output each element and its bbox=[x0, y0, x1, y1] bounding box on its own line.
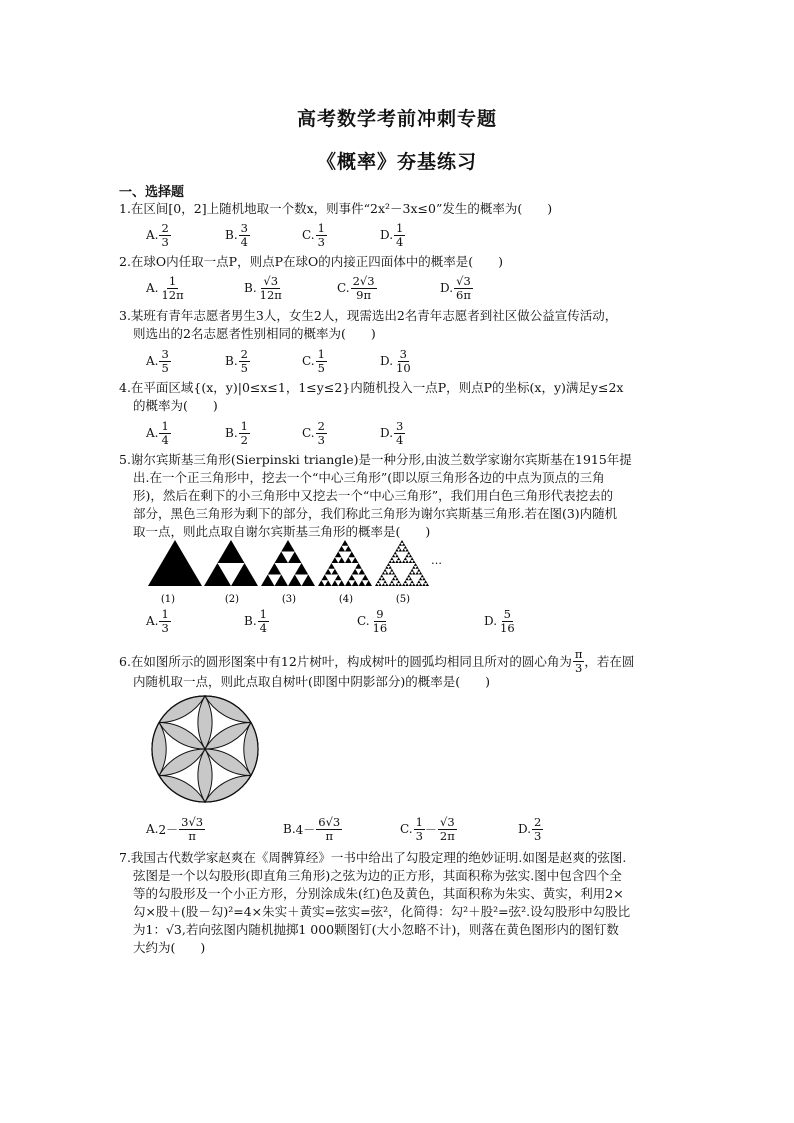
sierpinski-triangle bbox=[389, 566, 392, 569]
fraction-numerator: 6√3 bbox=[318, 814, 341, 829]
fraction-numerator: 3 bbox=[396, 418, 404, 433]
fraction-numerator: 2 bbox=[534, 814, 542, 829]
fraction-denominator: 12π bbox=[259, 287, 282, 302]
q3-option-c bbox=[302, 344, 327, 378]
section-heading: 一、选择题 bbox=[119, 185, 185, 200]
question-1-text: 1.在区间[0，2]上随机地取一个数x，则事件“2x²－3x≤0”发生的概率为( ) bbox=[119, 201, 553, 216]
option-label: B. bbox=[244, 614, 257, 628]
fraction-numerator: 9 bbox=[376, 606, 384, 621]
question-4-line-1: 4.在平面区域{(x，y)|0≤x≤1，1≤y≤2}内随机投入一点P，则点P的坐标(x，y)满足y≤2x bbox=[119, 380, 624, 395]
option-label: D. bbox=[518, 822, 532, 836]
sierpinski-triangle bbox=[342, 540, 349, 546]
question-7-line-5: 为1：√3,若向弦图内随机抛掷1 000颗图钉(大小忽略不计)，则落在黄色图形内的图钉数 bbox=[133, 922, 619, 937]
option-label: B. bbox=[283, 822, 296, 836]
sierpinski-triangle bbox=[375, 583, 378, 586]
sierpinski-triangle bbox=[417, 569, 420, 572]
sierpinski-triangle bbox=[352, 580, 359, 586]
question-2-text: 2.在球O内任取一点P，则点P在球O的内接正四面体中的概率是( ) bbox=[119, 254, 503, 269]
sierpinski-triangle bbox=[390, 580, 393, 583]
question-6-line-2: 内随机取一点，则此点取自树叶(即图中阴影部分)的概率是( ) bbox=[133, 674, 491, 689]
fraction-denominator: 5 bbox=[240, 360, 248, 375]
q3-option-d bbox=[380, 344, 413, 378]
fraction-denominator: 16 bbox=[372, 620, 388, 635]
option-label: A. bbox=[146, 426, 159, 440]
sierpinski-triangle bbox=[204, 563, 231, 586]
sierpinski-triangle bbox=[261, 575, 275, 587]
sierpinski-triangle bbox=[410, 580, 413, 583]
fraction-denominator: 4 bbox=[161, 432, 169, 447]
sierpinski-triangle bbox=[348, 575, 355, 581]
sierpinski-triangle bbox=[359, 580, 366, 586]
sierpinski-triangle bbox=[389, 572, 392, 575]
fraction-denominator: 16 bbox=[500, 620, 515, 635]
question-3-line-1: 3.某班有青年志愿者男生3人，女生2人，现需选出2名青年志愿者到社区做公益宣传活动， bbox=[119, 308, 618, 323]
question-3-line-2: 则选出的2名志愿者性别相同的概率为( ) bbox=[133, 326, 376, 341]
sierpinski-triangle bbox=[395, 583, 398, 586]
fraction-numerator: √3 bbox=[456, 273, 471, 288]
question-7-line-6: 大约为( ) bbox=[133, 940, 206, 955]
sierpinski-triangle bbox=[412, 566, 415, 569]
sierpinski-triangle bbox=[409, 583, 412, 586]
option-label: C. bbox=[302, 426, 315, 440]
question-4-line-2: 的概率为( ) bbox=[133, 398, 218, 413]
sierpinski-triangle bbox=[345, 546, 352, 552]
fraction-numerator: 1 bbox=[240, 418, 248, 433]
q5-option-a bbox=[146, 604, 171, 638]
fraction-denominator: 3 bbox=[317, 234, 325, 249]
fraction-denominator: 5 bbox=[317, 360, 325, 375]
q3-option-a bbox=[146, 344, 171, 378]
sierpinski-triangle bbox=[416, 566, 419, 569]
fraction-denominator: 6π bbox=[456, 287, 471, 302]
question-6-line-1 bbox=[119, 648, 634, 675]
sierpinski-triangle bbox=[275, 552, 289, 564]
q2-option-c bbox=[337, 271, 377, 305]
sierpinski-figure bbox=[140, 538, 450, 608]
sierpinski-triangle bbox=[419, 572, 422, 575]
question-7-line-1: 7.我国古代数学家赵爽在《周髀算经》一书中给出了勾股定理的绝妙证明.如图是赵爽的弦图. bbox=[119, 850, 627, 865]
fraction-denominator: 4 bbox=[259, 620, 267, 635]
sierpinski-triangle bbox=[409, 572, 412, 575]
fraction-numerator: 1 bbox=[259, 606, 267, 621]
q1-option-c bbox=[302, 218, 327, 252]
sierpinski-triangle bbox=[400, 540, 403, 543]
sierpinski-triangle bbox=[231, 563, 258, 586]
q2-option-b bbox=[244, 271, 284, 305]
sierpinski-triangle bbox=[416, 572, 419, 575]
option-label: D. bbox=[380, 228, 394, 242]
question-5-line-2: 出.在一个正三角形中，挖去一个“中心三角形”(即以原三角形各边的中点为顶点的三角 bbox=[133, 470, 605, 485]
question-7-line-4: 勾×股＋(股－勾)²=4×朱实＋黄实=弦实=弦²，化简得：勾²＋股²=弦².设勾股形中勾股比 bbox=[133, 904, 631, 919]
option-label: D. bbox=[380, 426, 394, 440]
sierpinski-triangle bbox=[404, 557, 407, 560]
sierpinski-triangle bbox=[389, 583, 392, 586]
option-label: C. bbox=[357, 614, 370, 628]
fraction-numerator: 1 bbox=[317, 346, 325, 361]
sierpinski-triangle bbox=[338, 546, 345, 552]
fraction-numerator: 5 bbox=[503, 606, 511, 621]
q2-option-d bbox=[440, 271, 473, 305]
sierpinski-triangle bbox=[318, 580, 325, 586]
sierpinski-triangle bbox=[345, 557, 352, 563]
sierpinski-triangle bbox=[348, 552, 355, 558]
question-5-line-5: 取一点，则此点取自谢尔宾斯基三角形的概率是( ) bbox=[133, 524, 431, 539]
option-label: A. bbox=[146, 822, 159, 836]
fraction-numerator: 2 bbox=[161, 220, 169, 235]
leaf-pattern-figure bbox=[150, 694, 260, 804]
sierpinski-triangle bbox=[399, 583, 402, 586]
q2-option-a bbox=[146, 271, 186, 305]
q4-option-d bbox=[380, 416, 405, 450]
fraction-denominator: 3 bbox=[161, 620, 169, 635]
sierpinski-triangle bbox=[426, 583, 429, 586]
option-label: A. bbox=[146, 228, 159, 242]
sierpinski-triangle bbox=[412, 560, 415, 563]
question-7-line-3: 等的勾股形及一个小正方形，分别涂成朱(红)色及黄色，其面积称为朱实、黄实，利用2× bbox=[133, 886, 624, 901]
figure-label-4: (4) bbox=[338, 594, 354, 605]
sierpinski-triangle bbox=[352, 557, 359, 563]
fraction-numerator: 3 bbox=[161, 346, 169, 361]
sierpinski-triangle bbox=[416, 583, 419, 586]
sierpinski-triangle bbox=[395, 577, 398, 580]
sierpinski-triangle bbox=[275, 575, 289, 587]
sierpinski-triangle bbox=[355, 563, 362, 569]
sierpinski-triangle bbox=[419, 577, 422, 580]
fraction-numerator: √3 bbox=[440, 814, 455, 829]
fraction-denominator: 3 bbox=[317, 432, 325, 447]
option-label: C. bbox=[337, 281, 350, 295]
sierpinski-triangle bbox=[409, 554, 412, 557]
fraction-numerator: 2 bbox=[317, 418, 325, 433]
sierpinski-triangle bbox=[332, 569, 339, 575]
sierpinski-triangle bbox=[382, 572, 385, 575]
figure-label-1: (1) bbox=[160, 594, 176, 605]
fraction-numerator: 1 bbox=[396, 220, 404, 235]
fraction-numerator: √3 bbox=[263, 273, 279, 288]
sierpinski-triangle bbox=[338, 580, 345, 586]
figure-label-3: (3) bbox=[281, 594, 297, 605]
fraction-denominator: 3 bbox=[534, 828, 542, 843]
sierpinski-triangle bbox=[321, 575, 328, 581]
fraction-denominator: 4 bbox=[396, 234, 404, 249]
sierpinski-triangle bbox=[404, 580, 407, 583]
sierpinski-triangle bbox=[405, 549, 408, 552]
q4-option-c bbox=[302, 416, 327, 450]
sierpinski-triangle bbox=[302, 575, 316, 587]
fraction-denominator: 2 bbox=[240, 432, 248, 447]
sierpinski-triangle bbox=[412, 583, 415, 586]
sierpinski-triangle bbox=[395, 554, 398, 557]
sierpinski-triangle bbox=[385, 566, 388, 569]
sierpinski-triangle bbox=[397, 557, 400, 560]
sierpinski-triangle bbox=[394, 575, 397, 578]
sierpinski-triangle bbox=[424, 580, 427, 583]
sierpinski-triangle bbox=[392, 554, 395, 557]
sierpinski-triangle bbox=[422, 583, 425, 586]
sierpinski-triangle bbox=[389, 560, 392, 563]
fraction-denominator: 12π bbox=[161, 287, 184, 302]
sierpinski-triangle bbox=[402, 583, 405, 586]
fraction-denominator: 4 bbox=[396, 432, 404, 447]
q6-option-c bbox=[400, 812, 457, 846]
sierpinski-triangle bbox=[392, 577, 395, 580]
fraction-numerator: 2 bbox=[240, 346, 248, 361]
question-6-text-start: 6.在如图所示的圆形图案中有12片树叶，构成树叶的圆弧均相同且所对的圆心角为 bbox=[119, 653, 572, 669]
sierpinski-triangle bbox=[385, 583, 388, 586]
fraction-denominator: 2π bbox=[439, 828, 455, 843]
sierpinski-triangle bbox=[410, 557, 413, 560]
option-label: B. bbox=[244, 281, 257, 295]
q3-option-b bbox=[225, 344, 250, 378]
sierpinski-triangle bbox=[404, 546, 407, 549]
leaf-shapes bbox=[152, 696, 258, 802]
question-5-line-4: 部分，黑色三角形为剩下的部分，我们称此三角形为谢尔宾斯基三角形.若在图(3)内随机 bbox=[133, 506, 618, 521]
option-label: D. bbox=[380, 354, 394, 368]
angle-numerator: π bbox=[574, 647, 583, 661]
sierpinski-triangle bbox=[218, 540, 245, 563]
sierpinski-triangle bbox=[268, 563, 282, 575]
option-label: A. bbox=[146, 281, 159, 295]
sierpinski-triangle bbox=[295, 563, 309, 575]
sierpinski-triangle bbox=[332, 580, 339, 586]
sierpinski-triangle bbox=[412, 572, 415, 575]
q6-option-a bbox=[146, 812, 205, 846]
sierpinski-triangle bbox=[335, 552, 342, 558]
option-label: C. bbox=[302, 354, 315, 368]
option-prefix: 4－ bbox=[295, 822, 316, 837]
fraction-numerator: 3 bbox=[399, 346, 407, 361]
figure-label-2: (2) bbox=[224, 594, 240, 605]
option-label: B. bbox=[225, 228, 238, 242]
sierpinski-triangle bbox=[390, 569, 393, 572]
sierpinski-triangle bbox=[380, 575, 383, 578]
sierpinski-triangle bbox=[409, 560, 412, 563]
fraction-numerator: 1 bbox=[317, 220, 325, 235]
sierpinski-triangle bbox=[392, 572, 395, 575]
sierpinski-triangle bbox=[362, 575, 369, 581]
sierpinski-triangle bbox=[383, 580, 386, 583]
sierpinski-triangle bbox=[419, 583, 422, 586]
q4-option-b bbox=[225, 416, 250, 450]
option-operator: － bbox=[424, 822, 437, 837]
fraction-denominator: 9π bbox=[356, 287, 371, 302]
sierpinski-triangle bbox=[394, 552, 397, 555]
fraction-denominator: 5 bbox=[161, 360, 169, 375]
sierpinski-triangle bbox=[417, 580, 420, 583]
sierpinski-triangle bbox=[382, 577, 385, 580]
option-label: A. bbox=[146, 354, 159, 368]
sierpinski-triangle bbox=[399, 543, 402, 546]
page-subtitle: 《概率》夯基练习 bbox=[316, 151, 477, 173]
sierpinski-triangle bbox=[402, 549, 405, 552]
option-prefix: 2－ bbox=[158, 822, 179, 837]
sierpinski-triangle bbox=[148, 540, 202, 586]
fraction-numerator: 1 bbox=[415, 814, 423, 829]
sierpinski-triangle bbox=[405, 560, 408, 563]
sierpinski-triangle bbox=[281, 540, 295, 552]
sierpinski-triangle bbox=[405, 583, 408, 586]
question-5-line-1: 5.谢尔宾斯基三角形(Sierpinski triangle)是一种分形,由波兰数学家谢尔宾斯基在1915年提 bbox=[119, 452, 632, 467]
sierpinski-triangle bbox=[421, 575, 424, 578]
fraction-numerator: 1 bbox=[161, 606, 169, 621]
fraction-denominator: 4 bbox=[240, 234, 248, 249]
question-5-line-3: 形)，然后在剩下的小三角形中又挖去一个“中心三角形”，我们用白色三角形代表挖去的 bbox=[133, 488, 614, 503]
option-label: B. bbox=[225, 354, 238, 368]
sierpinski-triangle bbox=[410, 569, 413, 572]
fraction-numerator: 2√3 bbox=[352, 273, 375, 288]
option-label: A. bbox=[146, 614, 159, 628]
fraction-denominator: 3 bbox=[415, 828, 423, 843]
fraction-denominator: π bbox=[325, 828, 334, 843]
question-6-text-end: ，若在圆 bbox=[584, 653, 635, 669]
sierpinski-triangle bbox=[407, 575, 410, 578]
sierpinski-triangle bbox=[387, 563, 390, 566]
sierpinski-triangle bbox=[365, 580, 372, 586]
sierpinski-triangle bbox=[325, 580, 332, 586]
sierpinski-triangle bbox=[288, 575, 302, 587]
sierpinski-triangle bbox=[390, 557, 393, 560]
sierpinski-triangle bbox=[409, 577, 412, 580]
sierpinski-triangle bbox=[414, 563, 417, 566]
sierpinski-triangle bbox=[328, 563, 335, 569]
sierpinski-triangle bbox=[399, 549, 402, 552]
sierpinski-triangles bbox=[148, 540, 429, 586]
sierpinski-triangle bbox=[422, 577, 425, 580]
sierpinski-triangle bbox=[383, 569, 386, 572]
option-label: D. bbox=[484, 614, 498, 628]
figure-label-5: (5) bbox=[395, 594, 411, 605]
q5-option-c bbox=[357, 604, 389, 638]
option-label: C. bbox=[400, 822, 413, 836]
sierpinski-triangle bbox=[377, 580, 380, 583]
fraction-numerator: 1 bbox=[161, 418, 169, 433]
sierpinski-triangle bbox=[359, 569, 366, 575]
q6-option-d bbox=[518, 812, 543, 846]
q4-option-a bbox=[146, 416, 171, 450]
option-label: D. bbox=[440, 281, 454, 295]
sierpinski-triangle bbox=[332, 557, 339, 563]
page-title: 高考数学考前冲刺专题 bbox=[296, 108, 497, 130]
fraction-denominator: 3 bbox=[161, 234, 169, 249]
sierpinski-triangle bbox=[345, 580, 352, 586]
angle-denominator: 3 bbox=[574, 661, 583, 675]
sierpinski-triangle bbox=[402, 560, 405, 563]
sierpinski-triangle bbox=[395, 560, 398, 563]
sierpinski-triangle bbox=[335, 575, 342, 581]
q1-option-a bbox=[146, 218, 171, 252]
sierpinski-triangle bbox=[392, 583, 395, 586]
sierpinski-triangle bbox=[338, 557, 345, 563]
sierpinski-triangle bbox=[378, 577, 381, 580]
fraction-denominator: 10 bbox=[396, 360, 411, 375]
sierpinski-triangle bbox=[407, 552, 410, 555]
sierpinski-triangle bbox=[395, 549, 398, 552]
sierpinski-triangle bbox=[385, 572, 388, 575]
sierpinski-triangle bbox=[397, 580, 400, 583]
fraction-numerator: 1 bbox=[168, 273, 177, 288]
q5-option-b bbox=[244, 604, 269, 638]
fraction-numerator: 3 bbox=[240, 220, 248, 235]
option-label: B. bbox=[225, 426, 238, 440]
sierpinski-triangle bbox=[288, 552, 302, 564]
q6-option-b bbox=[283, 812, 342, 846]
sierpinski-triangle bbox=[378, 583, 381, 586]
sierpinski-triangle bbox=[392, 560, 395, 563]
q1-option-d bbox=[380, 218, 405, 252]
sierpinski-triangle bbox=[402, 543, 405, 546]
sierpinski-triangle bbox=[382, 583, 385, 586]
question-7-line-2: 弦图是一个以勾股形(即直角三角形)之弦为边的正方形，其面积称为弦实.图中包含四个全 bbox=[133, 868, 622, 883]
sierpinski-triangle bbox=[397, 546, 400, 549]
sierpinski-triangle bbox=[352, 569, 359, 575]
sierpinski-triangle bbox=[399, 560, 402, 563]
sierpinski-triangle bbox=[405, 554, 408, 557]
fraction-denominator: π bbox=[188, 828, 196, 843]
sequence-ellipsis: … bbox=[431, 554, 442, 567]
option-label: C. bbox=[302, 228, 315, 242]
q5-option-d bbox=[484, 604, 517, 638]
sierpinski-triangle bbox=[405, 577, 408, 580]
q1-option-b bbox=[225, 218, 250, 252]
fraction-numerator: 3√3 bbox=[181, 814, 204, 829]
sierpinski-triangle bbox=[325, 569, 332, 575]
